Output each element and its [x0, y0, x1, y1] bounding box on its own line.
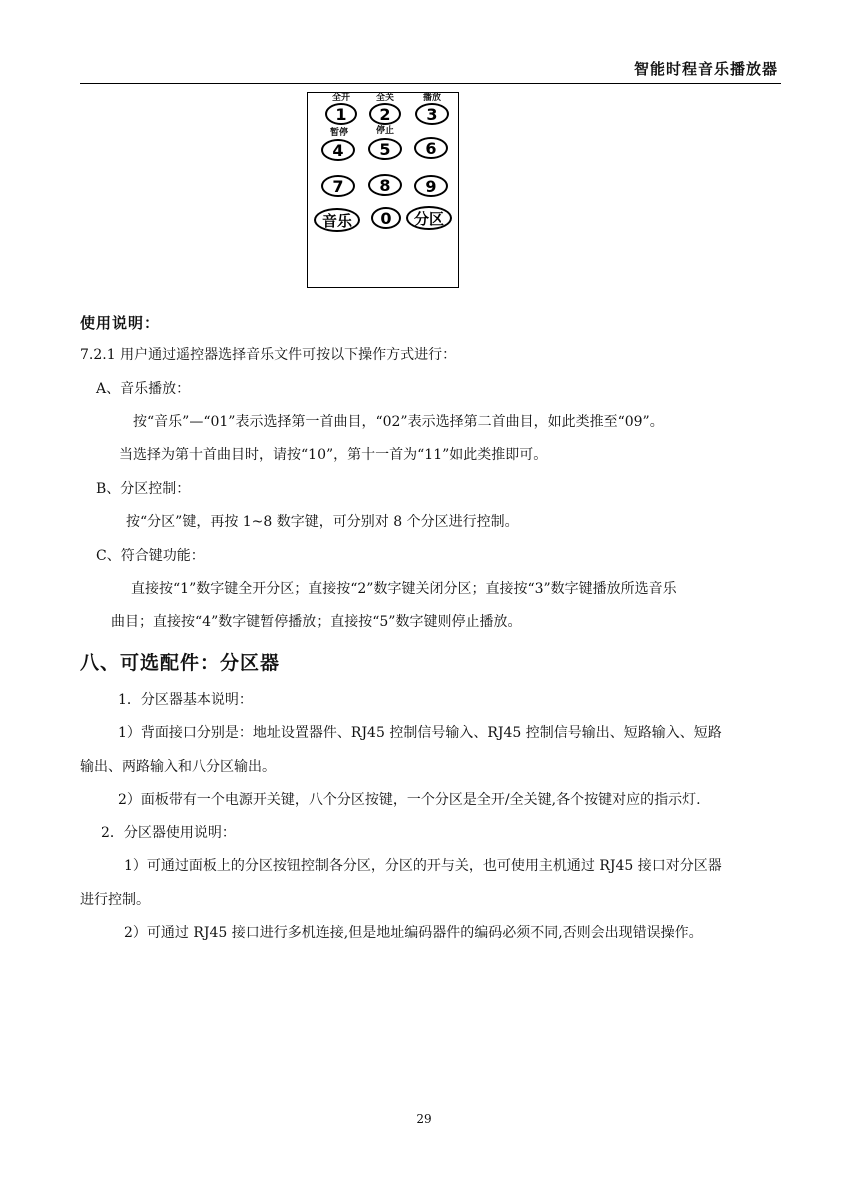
remote-key-music: 音乐	[314, 208, 360, 232]
remote-key-9: 9	[414, 175, 448, 197]
usage-a-title: A、音乐播放：	[96, 381, 191, 397]
section-heading: 八、可选配件：分区器	[80, 652, 281, 674]
remote-key-3: 3	[415, 103, 449, 125]
header-rule	[80, 83, 781, 84]
usage-c-line2: 曲目；直接按“4”数字键暂停播放；直接按“5”数字键则停止播放。	[111, 614, 522, 630]
remote-control-figure	[307, 92, 459, 288]
section-1-p2: 2）面板带有一个电源开关键，八个分区按键，一个分区是全开/全关键,各个按键对应的指示灯.	[118, 792, 701, 808]
key-caption-2: 全关	[375, 93, 395, 103]
usage-c-line1: 直接按“1”数字键全开分区；直接按“2”数字键关闭分区；直接按“3”数字键播放所选音乐	[131, 581, 677, 597]
key-caption-3: 播放	[422, 93, 442, 103]
section-2-p1-line1: 1）可通过面板上的分区按钮控制各分区，分区的开与关，也可使用主机通过 RJ45 接口对分区器	[124, 858, 722, 874]
section-2-title: 2．分区器使用说明：	[101, 825, 236, 841]
usage-intro: 7.2.1 用户通过遥控器选择音乐文件可按以下操作方式进行：	[80, 347, 457, 363]
usage-a-line2: 当选择为第十首曲目时，请按“10”，第十一首为“11”如此类推即可。	[119, 447, 548, 463]
remote-key-zone: 分区	[406, 206, 452, 230]
usage-c-title: C、符合键功能：	[96, 548, 205, 564]
usage-b-line1: 按“分区”键，再按 1~8 数字键，可分别对 8 个分区进行控制。	[126, 514, 519, 530]
remote-key-5: 5	[368, 138, 402, 160]
usage-a-line1: 按“音乐”—“01”表示选择第一首曲目，“02”表示选择第二首曲目，如此类推至“09”。	[133, 414, 664, 430]
remote-key-8: 8	[368, 174, 402, 196]
remote-key-6: 6	[414, 137, 448, 159]
remote-key-2: 2	[369, 103, 401, 125]
section-1-title: 1．分区器基本说明：	[118, 692, 253, 708]
header-title: 智能时程音乐播放器	[633, 60, 778, 78]
remote-key-1: 1	[325, 103, 357, 125]
usage-heading: 使用说明：	[80, 314, 161, 332]
section-2-p1-line2: 进行控制。	[80, 892, 150, 908]
key-caption-4: 暂停	[329, 128, 349, 138]
remote-key-0: 0	[371, 207, 401, 229]
usage-b-title: B、分区控制：	[96, 481, 191, 497]
section-1-p1-line2: 输出、两路输入和八分区输出。	[80, 759, 276, 775]
key-caption-1: 全开	[331, 93, 351, 103]
section-1-p1-line1: 1）背面接口分别是：地址设置器件、RJ45 控制信号输入、RJ45 控制信号输出、短路输入、短路	[118, 725, 722, 741]
page-number: 29	[416, 1112, 432, 1126]
section-2-p2: 2）可通过 RJ45 接口进行多机连接,但是地址编码器件的编码必须不同,否则会出现错误操作。	[124, 925, 703, 941]
remote-key-4: 4	[321, 139, 355, 161]
key-caption-5: 停止	[375, 126, 395, 136]
remote-key-7: 7	[321, 175, 355, 197]
